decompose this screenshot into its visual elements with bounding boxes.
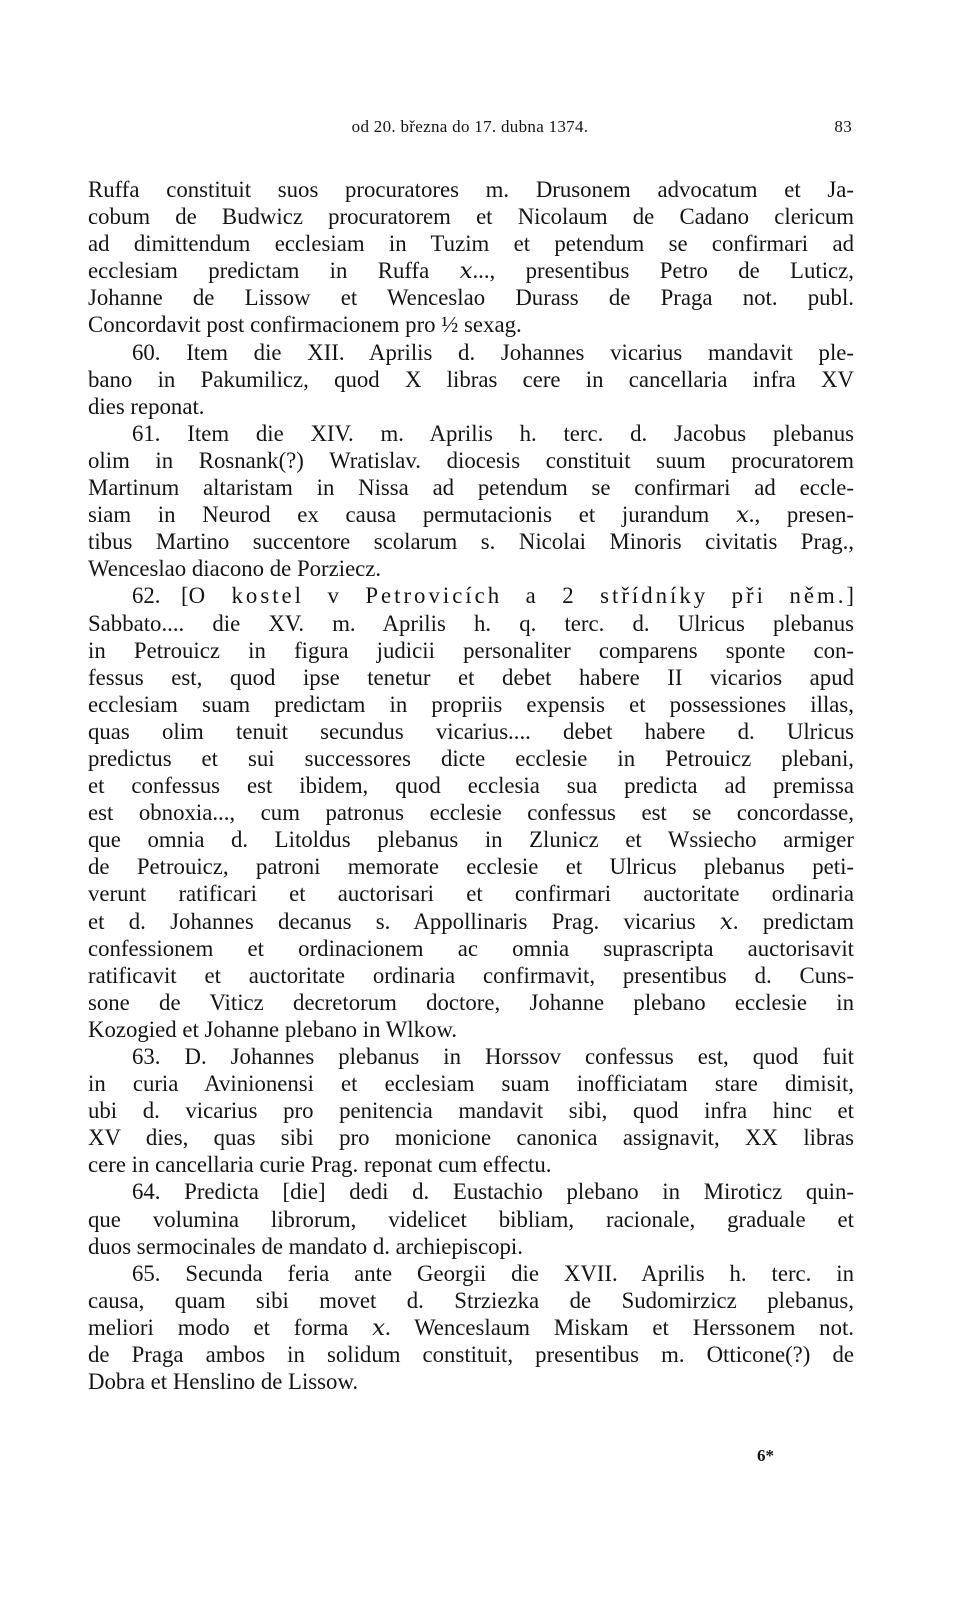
text-line: sone de Viticz decretorum doctore, Johanne plebano ecclesie in [88,989,854,1015]
text-line: ubi d. vicarius pro penitencia mandavit sibi, quod infra hinc et [88,1098,854,1124]
spaced-heading: O kostel v Petrovicích a 2 střídníky při něm. [188,583,847,609]
text-line: duos sermocinales de mandato d. archiepiscopi. [88,1233,523,1259]
text-line: fessus est, quod ipse tenetur et debet habere II vicarios apud [88,664,854,690]
text-line: in Petrouicz in figura judicii personaliter comparens sponte con- [88,637,854,663]
text-line: ecclesiam suam predictam in propriis expensis et possessiones illas, [88,691,854,717]
text-line: Ruffa constituit suos procuratores m. Drusonem advocatum et Ja- [88,177,854,202]
text-line: olim in Rosnank(?) Wratislav. diocesis constituit suum procuratorem [88,447,854,473]
page-number: 83 [834,117,852,136]
body-text [88,176,854,1395]
signature-mark: 6* [757,1446,774,1465]
text-line: 64. Predicta [die] dedi d. Eustachio plebano in Miroticz quin- [132,1179,854,1205]
text-line: tibus Martino succentore scolarum s. Nicolai Minoris civitatis Prag., [88,529,854,555]
text-line: siam in Neurod ex causa permutacionis et jurandum 𝑥., presen- [88,502,854,528]
text-line: 60. Item die XII. Aprilis d. Johannes vicarius mandavit ple- [132,339,854,365]
text-line: Martinum altaristam in Nissa ad petendum se confirmari ad eccle- [88,475,854,501]
text-line: causa, quam sibi movet d. Strziezka de Sudomirzicz plebanus, [88,1287,854,1313]
text-line: 65. Secunda feria ante Georgii die XVII. Aprilis h. terc. in [132,1260,854,1286]
text-line: que omnia d. Litoldus plebanus in Zlunicz et Wssiecho armiger [88,827,854,853]
text-line: ad dimittendum ecclesiam in Tuzim et petendum se confirmari ad [88,231,854,257]
text-line: de Praga ambos in solidum constituit, presentibus m. Otticone(?) de [88,1342,854,1368]
text-line: 61. Item die XIV. m. Aprilis h. terc. d. Jacobus plebanus [132,420,854,446]
text-line: confessionem et ordinacionem ac omnia suprascripta auctorisavit [88,935,854,961]
text-line: bano in Pakumilicz, quod X libras cere in cancellaria infra XV [88,366,854,392]
text-line: dies reponat. [88,393,205,419]
text-line: cere in cancellaria curie Prag. reponat cum effectu. [88,1152,552,1178]
text-line: Sabbato.... die XV. m. Aprilis h. q. terc. d. Ulricus plebanus [88,610,854,636]
text-line: in curia Avinionensi et ecclesiam suam inofficiatam stare dimisit, [88,1071,854,1097]
text-line: Concordavit post confirmacionem pro ½ sexag. [88,312,522,338]
text-line: predictus et sui successores dicte ecclesie in Petrouicz plebani, [88,745,854,771]
text-line: et d. Johannes decanus s. Appollinaris Prag. vicarius 𝑥. predictam [88,908,854,934]
text-line: ecclesiam predictam in Ruffa 𝑥..., presentibus Petro de Luticz, [88,258,854,284]
text-line: XV dies, quas sibi pro monicione canonica assignavit, XX libras [88,1125,854,1151]
text-line: cobum de Budwicz procuratorem et Nicolaum de Cadano clericum [88,204,854,230]
text-line: ratificavit et auctoritate ordinaria confirmavit, presentibus d. Cuns- [88,962,854,988]
running-title: od 20. března do 17. dubna 1374. [351,117,589,136]
text-line: est obnoxia..., cum patronus ecclesie confessus est se concordasse, [88,800,854,826]
text-line: et confessus est ibidem, quod ecclesia sua predicta ad premissa [88,773,854,799]
text-line: Dobra et Henslino de Lissow. [88,1369,359,1395]
text-line: 63. D. Johannes plebanus in Horssov confessus est, quod fuit [132,1044,854,1069]
text-line: quas olim tenuit secundus vicarius.... debet habere d. Ulricus [88,718,854,744]
text-line: Kozogied et Johanne plebano in Wlkow. [88,1016,458,1042]
text-line: Wenceslao diacono de Porziecz. [88,556,382,582]
text-line: de Petrouicz, patroni memorate ecclesie et Ulricus plebanus peti- [88,854,854,880]
text-line: Johanne de Lissow et Wenceslao Durass de Praga not. publ. [88,285,854,311]
text-line: 62. [O kostel v Petrovicích a 2 střídníky při něm.] [132,583,854,609]
text-line: verunt ratificari et auctorisari et confirmari auctoritate ordinaria [88,881,854,907]
text-line: meliori modo et forma 𝑥. Wenceslaum Miskam et Herssonem not. [88,1314,854,1340]
running-head [88,117,852,141]
text-line: que volumina librorum, videlicet bibliam, racionale, graduale et [88,1206,854,1232]
